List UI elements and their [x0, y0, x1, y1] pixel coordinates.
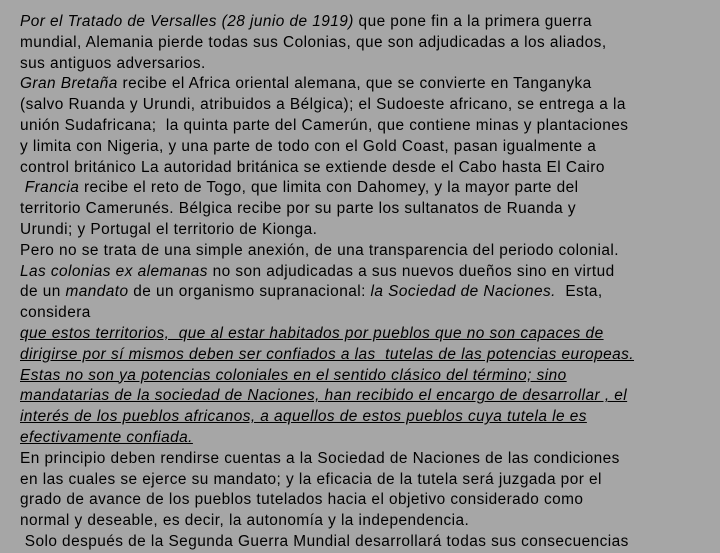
text-line	[20, 33, 720, 54]
text-segment: de un organismo supranacional:	[128, 283, 371, 301]
text-line	[20, 490, 720, 511]
text-segment: unión Sudafricana; la quinta parte del Camerún, que contiene minas y plantaciones	[20, 116, 629, 134]
text-line	[20, 74, 720, 95]
emphasized-text: la Sociedad de Naciones.	[370, 283, 556, 301]
text-line	[20, 95, 720, 116]
text-segment: Solo después de la Segunda Guerra Mundial desarrollará todas sus consecuencias	[20, 532, 629, 550]
text-line	[20, 532, 720, 553]
emphasized-text: Gran Bretaña	[20, 75, 118, 93]
text-segment: En principio deben rendirse cuentas a la Sociedad de Naciones de las condiciones	[20, 449, 620, 467]
text-line	[20, 199, 720, 220]
text-segment: que pone fin a la primera guerra	[353, 13, 592, 30]
text-line	[20, 428, 720, 449]
emphasized-underlined-text: mandatarias de la sociedad de Naciones, han recibido el encargo de desarrollar , el	[20, 387, 628, 405]
text-segment: recibe el reto de Togo, que limita con Dahomey, y la mayor parte del	[79, 179, 579, 197]
text-segment: recibe el Africa oriental alemana, que se convierte en Tanganyka	[117, 75, 592, 93]
emphasized-text: Por el Tratado de Versalles (28 junio de 1919)	[20, 13, 354, 30]
emphasized-underlined-text: efectivamente confiada.	[20, 428, 193, 446]
text-line	[20, 407, 720, 428]
text-segment: en las cuales se ejerce su mandato; y la eficacia de la tutela será juzgada por el	[20, 470, 602, 488]
text-segment: no son adjudicadas a sus nuevos dueños sino en virtud	[207, 262, 615, 280]
text-segment: considera	[20, 304, 91, 322]
text-line	[20, 220, 720, 241]
text-line	[20, 137, 720, 158]
text-segment: de un	[20, 283, 66, 301]
text-line	[20, 366, 720, 387]
text-segment: territorio Camerunés. Bélgica recibe por su parte los sultanatos de Ruanda y	[20, 200, 577, 218]
text-segment: sus antiguos adversarios.	[20, 54, 206, 72]
text-segment: Esta,	[555, 283, 603, 301]
text-line	[20, 12, 720, 33]
text-line	[20, 282, 720, 303]
text-line	[20, 158, 720, 179]
emphasized-text: mandato	[65, 283, 129, 301]
text-line	[20, 345, 720, 366]
text-segment: (salvo Ruanda y Urundi, atribuidos a Bélgica); el Sudoeste africano, se entrega a la	[20, 96, 626, 114]
emphasized-underlined-text: que estos territorios, que al estar habitados por pueblos que no son capaces de	[20, 324, 604, 342]
emphasized-underlined-text: interés de los pueblos africanos, a aquellos de estos pueblos cuya tutela le es	[20, 408, 587, 426]
text-segment: control británico La autoridad británica se extiende desde el Cabo hasta El Cairo	[20, 158, 605, 176]
text-line	[20, 262, 720, 283]
text-segment: Urundi; y Portugal el territorio de Kionga.	[20, 220, 318, 238]
text-line	[20, 303, 720, 324]
emphasized-underlined-text: dirigirse por sí mismos deben ser confiados a las tutelas de las potencias europeas.	[20, 345, 634, 363]
emphasized-underlined-text: Estas no son ya potencias coloniales en el sentido clásico del término; sino	[20, 366, 567, 384]
text-line	[20, 116, 720, 137]
slide-text-body	[20, 12, 720, 553]
text-line	[20, 178, 720, 199]
text-line	[20, 54, 720, 75]
text-segment: y limita con Nigeria, y una parte de todo con el Gold Coast, pasan igualmente a	[20, 137, 597, 155]
text-segment: Pero no se trata de una simple anexión, de una transparencia del periodo colonial.	[20, 241, 620, 259]
text-line	[20, 386, 720, 407]
text-line	[20, 449, 720, 470]
text-segment: mundial, Alemania pierde todas sus Colonias, que son adjudicadas a los aliados,	[20, 33, 607, 51]
text-segment: normal y deseable, es decir, la autonomía y la independencia.	[20, 512, 470, 530]
emphasized-text: Francia	[24, 179, 80, 197]
text-line	[20, 241, 720, 262]
text-line	[20, 470, 720, 491]
emphasized-text: Las colonias ex alemanas	[20, 262, 208, 280]
text-line	[20, 324, 720, 345]
text-line	[20, 511, 720, 532]
text-segment: grado de avance de los pueblos tutelados hacia el objetivo considerado como	[20, 491, 584, 509]
